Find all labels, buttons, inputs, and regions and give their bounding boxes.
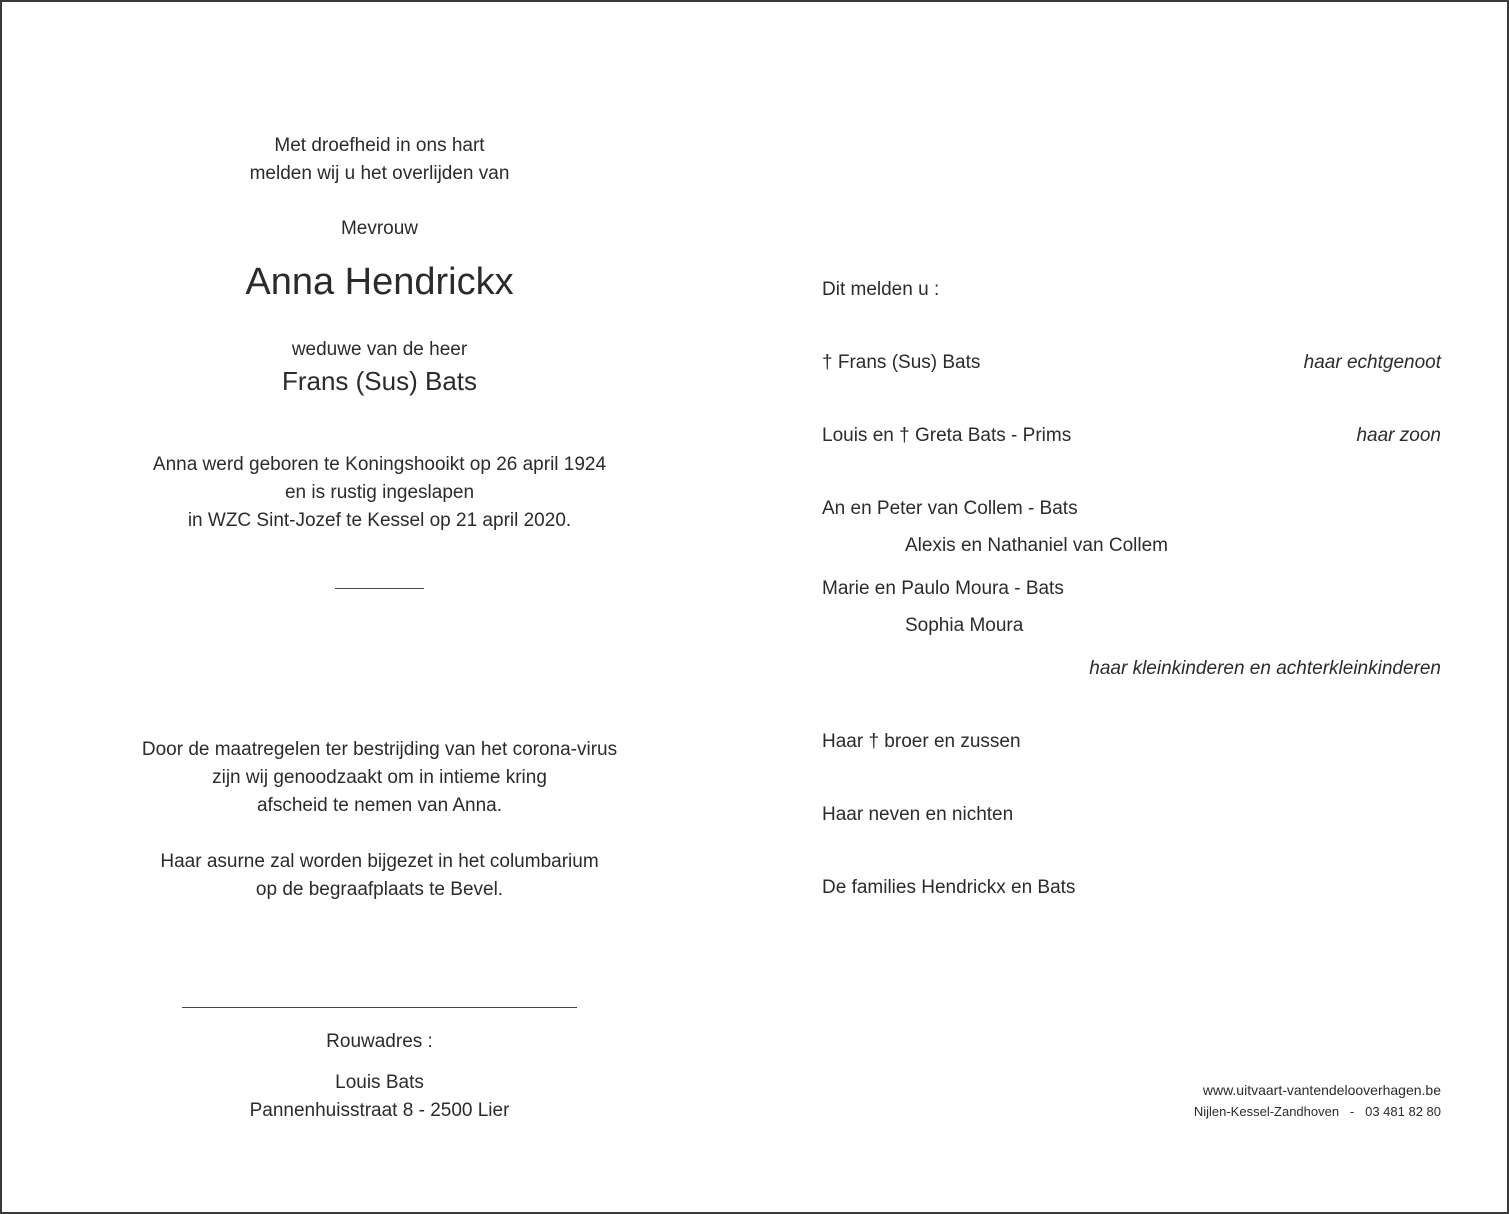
funeral-home-website: www.uitvaart-vantendelooverhagen.be [1202,1082,1441,1098]
short-divider [335,588,424,589]
urn-line-2: op de begraafplaats te Bevel. [255,879,504,900]
left-panel [2,2,757,1214]
mourner-name: Alexis en Nathaniel van Collem [905,535,1168,556]
corona-line-1: Door de maatregelen ter bestrijding van het corona-virus [141,739,618,760]
intro-line-1: Met droefheid in ons hart [274,135,485,156]
other-mourners: Haar neven en nichten [822,804,1014,825]
mourner-relation: haar zoon [1356,425,1441,446]
deceased-name: Anna Hendrickx [245,261,514,303]
address-label: Rouwadres : [326,1031,433,1052]
mourner-name: † Frans (Sus) Bats [822,352,981,373]
spouse-name: Frans (Sus) Bats [281,366,478,396]
mourner-name: Louis en † Greta Bats - Prims [822,425,1072,446]
birth-line-3: in WZC Sint-Jozef te Kessel op 21 april 2020. [187,510,572,531]
corona-line-3: afscheid te nemen van Anna. [256,795,503,816]
funeral-home-contact: Nijlen-Kessel-Zandhoven - 03 481 82 80 [1193,1104,1441,1119]
intro-line-2: melden wij u het overlijden van [249,163,510,184]
widow-line: weduwe van de heer [291,339,468,360]
mourner-relation: haar echtgenoot [1303,352,1441,373]
mourner-name: An en Peter van Collem - Bats [822,498,1078,519]
mourners-heading: Dit melden u : [822,279,940,300]
corona-line-2: zijn wij genoodzaakt om in intieme kring [212,767,547,788]
grandchildren-relation: haar kleinkinderen en achterkleinkinderen [1089,658,1441,679]
mourner-name: Marie en Paulo Moura - Bats [822,578,1064,599]
long-divider [182,1007,577,1008]
birth-line-2: en is rustig ingeslapen [284,482,475,503]
other-mourners: Haar † broer en zussen [822,731,1021,752]
urn-line-1: Haar asurne zal worden bijgezet in het columbarium [160,851,599,872]
other-mourners: De families Hendrickx en Bats [822,877,1076,898]
address-name: Louis Bats [335,1072,424,1093]
mourner-name: Sophia Moura [905,615,1024,636]
address-street: Pannenhuisstraat 8 - 2500 Lier [249,1100,510,1121]
birth-line-1: Anna werd geboren te Koningshooikt op 26 april 1924 [152,454,607,475]
salutation: Mevrouw [340,218,419,239]
